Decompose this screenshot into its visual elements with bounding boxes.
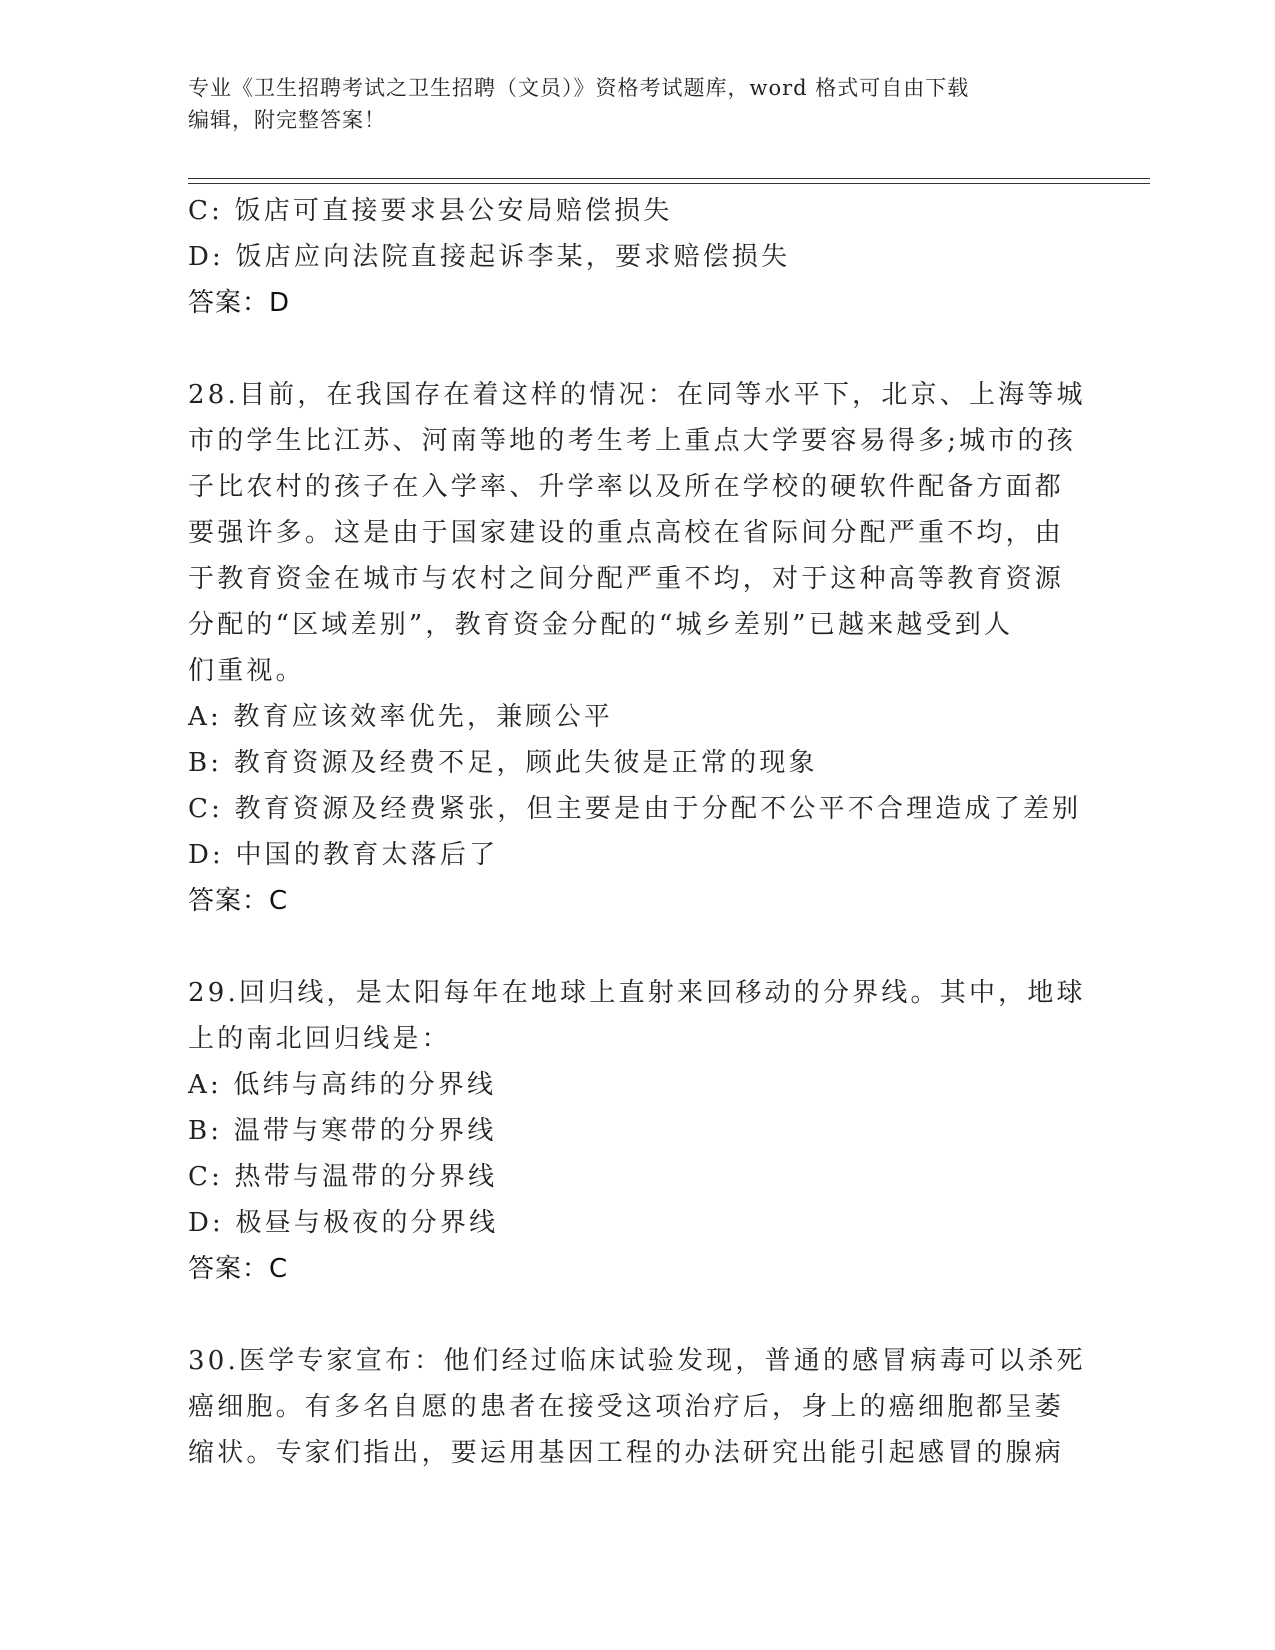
header-line-2: 编辑，附完整答案！ xyxy=(188,108,386,132)
page-header xyxy=(188,72,1068,136)
q29-option-c: C: 热带与温带的分界线 xyxy=(188,1162,498,1192)
question-28 xyxy=(188,372,1088,924)
q29-option-b: B: 温带与寒带的分界线 xyxy=(188,1116,497,1146)
question-30 xyxy=(188,1338,1088,1476)
q30-stem-line: 30.医学专家宣布：他们经过临床试验发现，普通的感冒病毒可以杀死 xyxy=(188,1346,1086,1376)
q29-stem-line: 29.回归线，是太阳每年在地球上直射来回移动的分界线。其中，地球 xyxy=(188,978,1086,1008)
q30-stem-line: 癌细胞。有多名自愿的患者在接受这项治疗后，身上的癌细胞都呈萎 xyxy=(188,1392,1065,1422)
q28-stem-line: 28.目前，在我国存在着这样的情况：在同等水平下，北京、上海等城 xyxy=(188,380,1086,410)
q28-option-a: A: 教育应该效率优先，兼顾公平 xyxy=(188,702,614,732)
q29-option-d: D: 极昼与极夜的分界线 xyxy=(188,1208,499,1238)
q30-stem-line: 缩状。专家们指出，要运用基因工程的办法研究出能引起感冒的腺病 xyxy=(188,1438,1065,1468)
q28-stem-line: 分配的“区域差别”，教育资金分配的“城乡差别”已越来越受到人 xyxy=(188,610,1014,640)
q27-option-c: C: 饭店可直接要求县公安局赔偿损失 xyxy=(188,196,673,226)
q28-stem-line: 们重视。 xyxy=(188,656,305,686)
question-27 xyxy=(188,188,1088,326)
document-body xyxy=(188,188,1088,1476)
q28-stem-line: 子比农村的孩子在入学率、升学率以及所在学校的硬软件配备方面都 xyxy=(188,472,1065,502)
q29-stem-line: 上的南北回归线是： xyxy=(188,1024,451,1054)
q28-answer: 答案：C xyxy=(188,886,289,916)
q28-option-d: D: 中国的教育太落后了 xyxy=(188,840,499,870)
q28-stem-line: 要强许多。这是由于国家建设的重点高校在省际间分配严重不均，由 xyxy=(188,518,1065,548)
question-29 xyxy=(188,970,1088,1292)
q28-option-b: B: 教育资源及经费不足，顾此失彼是正常的现象 xyxy=(188,748,818,778)
q29-stem xyxy=(188,970,1088,1062)
q29-option-a: A: 低纬与高纬的分界线 xyxy=(188,1070,497,1100)
q28-stem xyxy=(188,372,1088,694)
header-line-1: 专业《卫生招聘考试之卫生招聘（文员）》资格考试题库，word 格式可自由下载 xyxy=(188,76,970,100)
q28-stem-line: 于教育资金在城市与农村之间分配严重不均，对于这种高等教育资源 xyxy=(188,564,1065,594)
q27-answer: 答案：D xyxy=(188,288,291,318)
header-divider-top xyxy=(188,178,1150,179)
q28-option-c: C: 教育资源及经费紧张，但主要是由于分配不公平不合理造成了差别 xyxy=(188,794,1082,824)
header-divider-bottom xyxy=(188,183,1150,184)
q27-option-d: D: 饭店应向法院直接起诉李某，要求赔偿损失 xyxy=(188,242,791,272)
q29-answer: 答案：C xyxy=(188,1254,289,1284)
q30-stem xyxy=(188,1338,1088,1476)
q28-stem-line: 市的学生比江苏、河南等地的考生考上重点大学要容易得多;城市的孩 xyxy=(188,426,1076,456)
